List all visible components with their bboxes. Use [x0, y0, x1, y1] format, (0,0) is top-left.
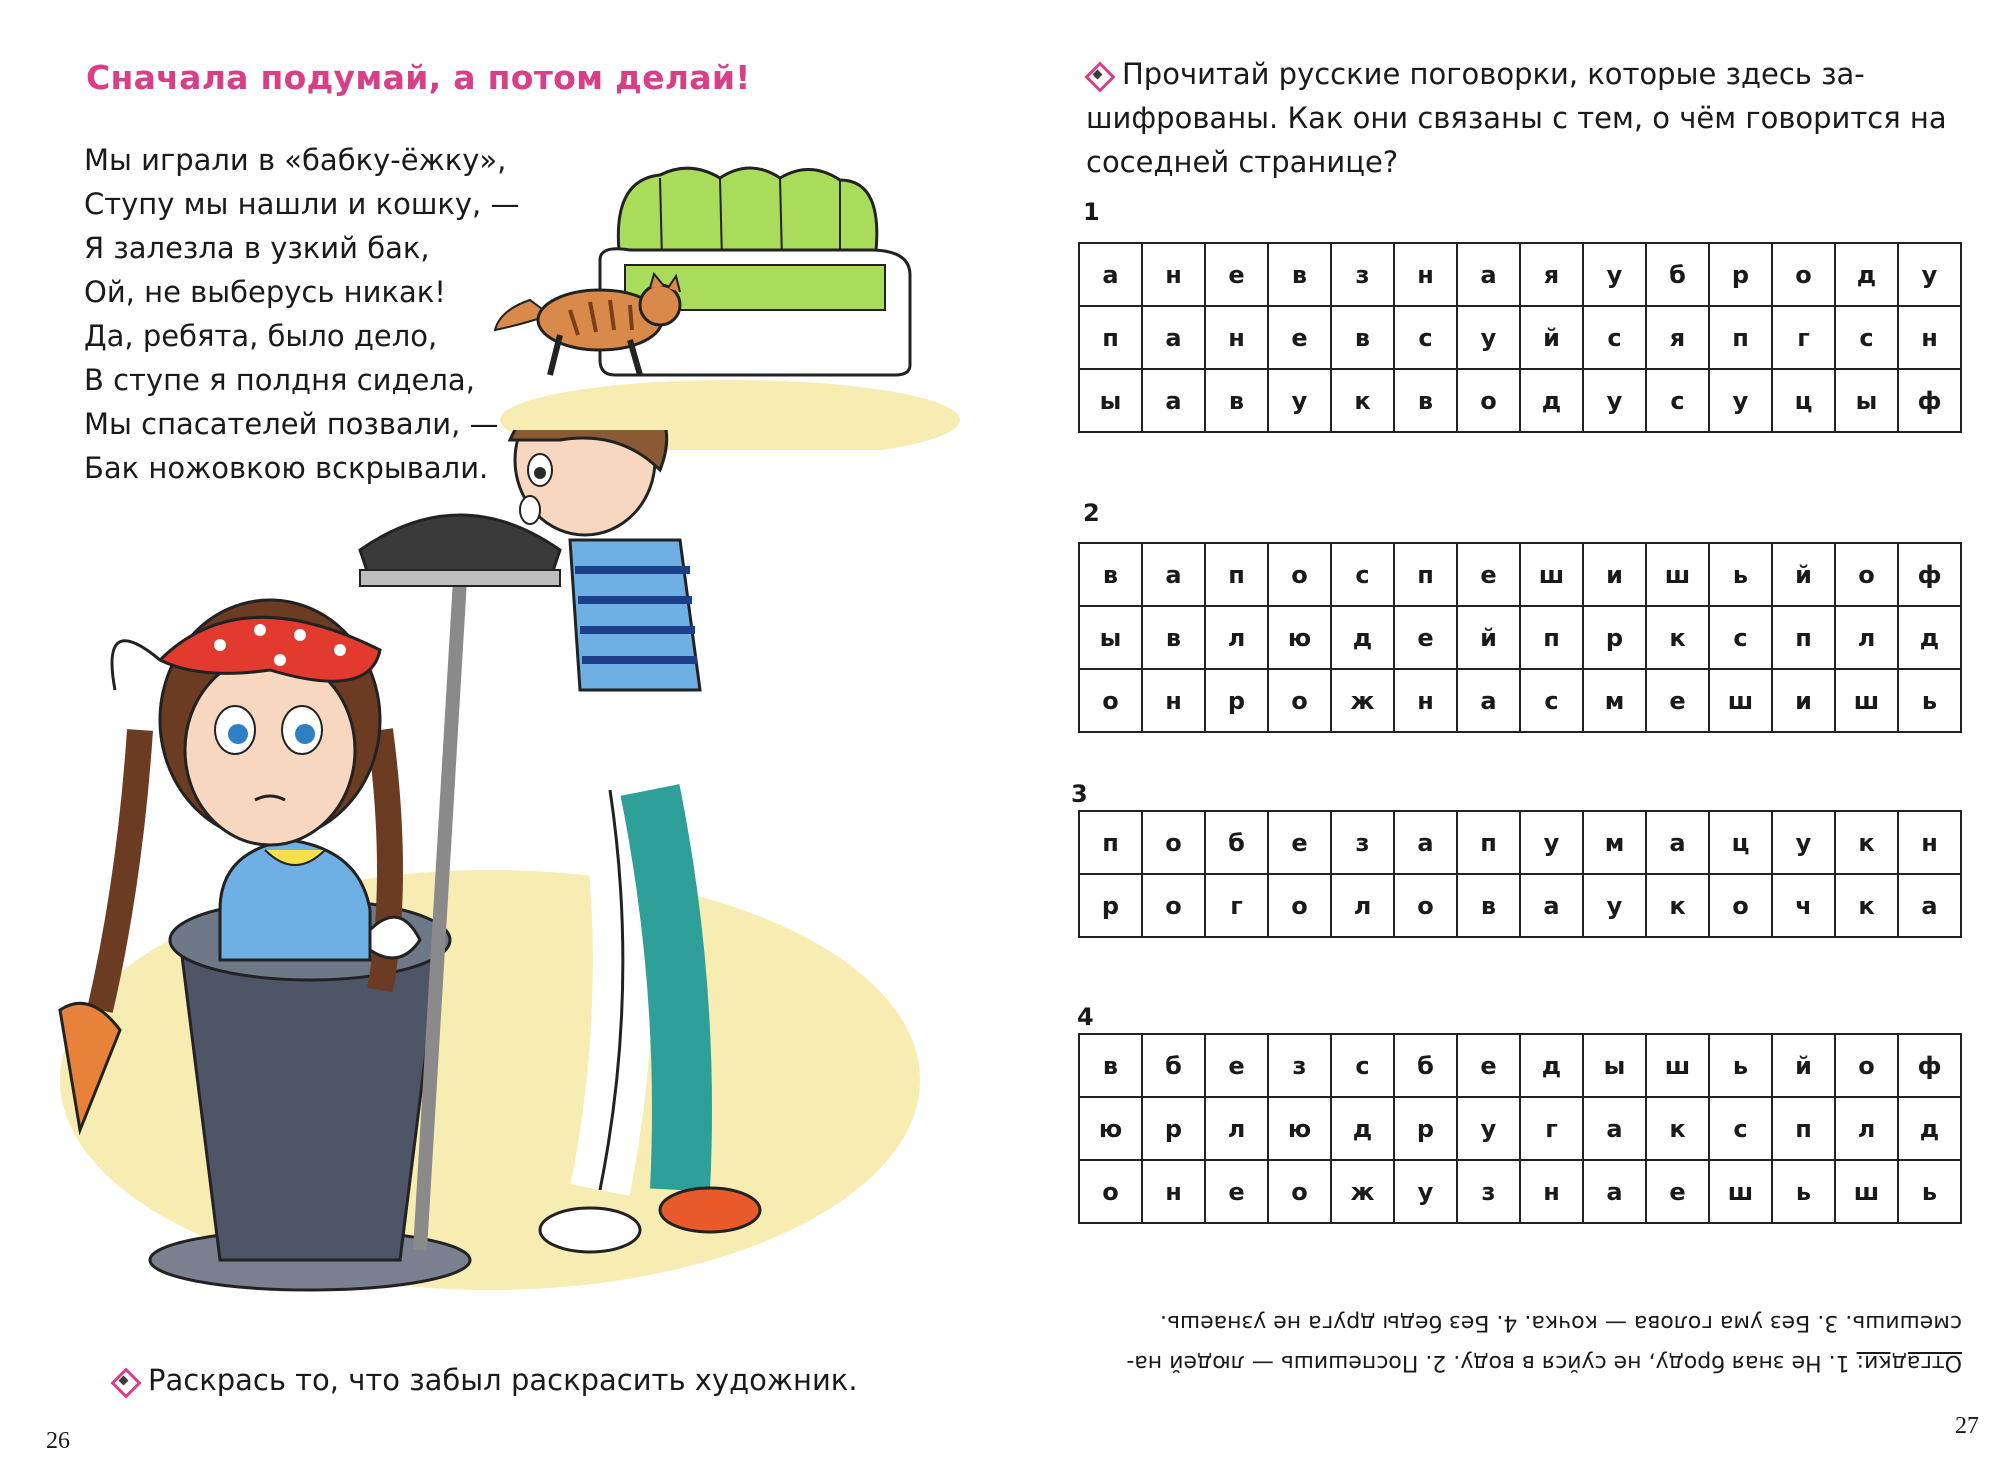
grid-cell: в: [1142, 606, 1205, 669]
grid-cell: и: [1583, 543, 1646, 606]
grid-cell: й: [1772, 543, 1835, 606]
grid-cell: д: [1898, 1097, 1961, 1160]
grid-cell: в: [1079, 1034, 1142, 1097]
grid-cell: е: [1457, 1034, 1520, 1097]
grid-row: [1079, 543, 1961, 606]
grid-cell: м: [1583, 811, 1646, 874]
grid-cell: о: [1268, 874, 1331, 937]
grid-cell: ж: [1331, 1160, 1394, 1223]
grid-cell: в: [1331, 306, 1394, 369]
grid-cell: й: [1457, 606, 1520, 669]
grid-cell: а: [1142, 306, 1205, 369]
grid-cell: е: [1205, 1160, 1268, 1223]
grid-cell: с: [1520, 669, 1583, 732]
grid-cell: о: [1268, 543, 1331, 606]
grid-cell: о: [1268, 1160, 1331, 1223]
proverbs-task-line: Прочитай русские поговорки, которые здесь за-: [1122, 57, 1865, 91]
grid-cell: к: [1331, 369, 1394, 432]
grid-cell: н: [1205, 306, 1268, 369]
grid-cell: а: [1646, 811, 1709, 874]
grid-cell: ю: [1268, 1097, 1331, 1160]
grid-cell: у: [1457, 1097, 1520, 1160]
grid-cell: е: [1268, 306, 1331, 369]
grid-cell: о: [1394, 874, 1457, 937]
grid-cell: ю: [1268, 606, 1331, 669]
grid-cell: в: [1268, 243, 1331, 306]
grid-cell: а: [1520, 874, 1583, 937]
grid-cell: р: [1142, 1097, 1205, 1160]
grid-row: [1079, 1160, 1961, 1223]
grid-cell: н: [1898, 306, 1961, 369]
grid-row: [1079, 874, 1961, 937]
grid-cell: л: [1331, 874, 1394, 937]
grid-cell: к: [1835, 811, 1898, 874]
grid-cell: п: [1709, 306, 1772, 369]
grid-cell: б: [1646, 243, 1709, 306]
poem-line: Ступу мы нашли и кошку, —: [84, 187, 520, 221]
grid-cell: н: [1142, 669, 1205, 732]
grid-cell: ф: [1898, 543, 1961, 606]
grid-cell: р: [1205, 669, 1268, 732]
coloring-task: [112, 1358, 858, 1402]
grid-cell: р: [1079, 874, 1142, 937]
grid-cell: д: [1520, 369, 1583, 432]
coloring-task-text: Раскрась то, что забыл раскрасить художник.: [148, 1363, 858, 1397]
grid-cell: с: [1331, 1034, 1394, 1097]
grid-cell: н: [1898, 811, 1961, 874]
grid-cell: ь: [1709, 543, 1772, 606]
page-title: Сначала подумай, а потом делай!: [86, 58, 751, 97]
grid-cell: и: [1772, 669, 1835, 732]
grid-cell: ш: [1646, 1034, 1709, 1097]
grid-cell: г: [1520, 1097, 1583, 1160]
grid-cell: р: [1583, 606, 1646, 669]
grid-cell: е: [1394, 606, 1457, 669]
grid-cell: й: [1520, 306, 1583, 369]
grid-cell: ш: [1835, 1160, 1898, 1223]
grid-cell: о: [1835, 1034, 1898, 1097]
poem-line: Бак ножовкою вскрывали.: [84, 451, 489, 485]
grid-cell: з: [1457, 1160, 1520, 1223]
grid-cell: к: [1835, 874, 1898, 937]
letter-grid: [1078, 542, 1962, 733]
grid-cell: е: [1646, 1160, 1709, 1223]
grid-cell: ь: [1772, 1160, 1835, 1223]
grid-cell: з: [1331, 243, 1394, 306]
poem-line: Ой, не выберусь никак!: [84, 275, 446, 309]
poem-line: Мы спасателей позвали, —: [84, 407, 499, 441]
grid-cell: с: [1835, 306, 1898, 369]
grid-cell: а: [1583, 1097, 1646, 1160]
grid-cell: ж: [1331, 669, 1394, 732]
grid-cell: з: [1331, 811, 1394, 874]
grid-cell: ы: [1835, 369, 1898, 432]
grid-cell: ш: [1520, 543, 1583, 606]
grid-cell: д: [1898, 606, 1961, 669]
grid-cell: н: [1142, 1160, 1205, 1223]
page-number-right: 27: [1955, 1413, 1979, 1439]
grid-cell: с: [1646, 369, 1709, 432]
grid-cell: о: [1835, 543, 1898, 606]
grid-cell: а: [1394, 811, 1457, 874]
grid-cell: с: [1583, 306, 1646, 369]
grid-cell: з: [1268, 1034, 1331, 1097]
grid-cell: п: [1205, 543, 1268, 606]
grid-cell: я: [1646, 306, 1709, 369]
grid-cell: л: [1205, 606, 1268, 669]
grid-row: [1079, 669, 1961, 732]
grid-cell: л: [1205, 1097, 1268, 1160]
grid-cell: е: [1646, 669, 1709, 732]
grid-cell: р: [1394, 1097, 1457, 1160]
letter-grid: [1078, 810, 1962, 938]
grid-cell: к: [1646, 1097, 1709, 1160]
grid-cell: о: [1268, 669, 1331, 732]
proverbs-task: [1086, 52, 1946, 184]
grid-cell: у: [1583, 369, 1646, 432]
grid-cell: а: [1457, 669, 1520, 732]
grid-cell: е: [1205, 1034, 1268, 1097]
grid-cell: м: [1583, 669, 1646, 732]
grid-cell: ы: [1079, 369, 1142, 432]
grid-cell: у: [1394, 1160, 1457, 1223]
letter-grid: [1078, 242, 1962, 433]
grid-cell: ш: [1835, 669, 1898, 732]
grid-cell: ш: [1709, 669, 1772, 732]
grid-cell: к: [1646, 874, 1709, 937]
grid-cell: я: [1520, 243, 1583, 306]
puzzle-label: 4: [1077, 1003, 1094, 1031]
grid-cell: к: [1646, 606, 1709, 669]
grid-cell: ф: [1898, 369, 1961, 432]
grid-cell: п: [1772, 1097, 1835, 1160]
grid-cell: н: [1394, 669, 1457, 732]
grid-cell: с: [1709, 1097, 1772, 1160]
grid-cell: ш: [1646, 543, 1709, 606]
grid-cell: у: [1457, 306, 1520, 369]
grid-row: [1079, 1034, 1961, 1097]
grid-cell: п: [1394, 543, 1457, 606]
grid-cell: ц: [1772, 369, 1835, 432]
grid-cell: ф: [1898, 1034, 1961, 1097]
answers-text: 1. Не зная броду, не суйся в воду. 2. Поспешишь — людей на-: [1126, 1350, 1857, 1375]
grid-cell: о: [1709, 874, 1772, 937]
diamond-bullet-icon: [1086, 63, 1110, 87]
grid-cell: н: [1142, 243, 1205, 306]
grid-cell: ы: [1079, 606, 1142, 669]
puzzle-label: 3: [1071, 780, 1088, 808]
answers-upside-down: [1092, 1302, 1962, 1382]
grid-cell: в: [1079, 543, 1142, 606]
grid-cell: п: [1079, 811, 1142, 874]
puzzle-label: 2: [1083, 499, 1100, 527]
grid-cell: у: [1898, 243, 1961, 306]
grid-cell: б: [1394, 1034, 1457, 1097]
grid-cell: о: [1457, 369, 1520, 432]
grid-cell: о: [1079, 669, 1142, 732]
proverbs-task-line: шифрованы. Как они связаны с тем, о чём говорится на: [1086, 101, 1947, 135]
grid-cell: о: [1772, 243, 1835, 306]
grid-cell: у: [1709, 369, 1772, 432]
grid-cell: в: [1394, 369, 1457, 432]
grid-cell: е: [1205, 243, 1268, 306]
grid-cell: й: [1772, 1034, 1835, 1097]
grid-cell: а: [1142, 369, 1205, 432]
poem-line: Я залезла в узкий бак,: [84, 231, 430, 265]
grid-cell: д: [1835, 243, 1898, 306]
answers-line: [1092, 1342, 1962, 1382]
grid-row: [1079, 306, 1961, 369]
grid-cell: б: [1205, 811, 1268, 874]
grid-cell: ч: [1772, 874, 1835, 937]
grid-cell: у: [1583, 243, 1646, 306]
grid-cell: у: [1268, 369, 1331, 432]
grid-cell: п: [1079, 306, 1142, 369]
grid-cell: ь: [1898, 669, 1961, 732]
grid-cell: д: [1520, 1034, 1583, 1097]
grid-cell: о: [1142, 874, 1205, 937]
proverbs-task-line: соседней странице?: [1086, 145, 1399, 179]
diamond-bullet-icon: [112, 1369, 136, 1393]
grid-row: [1079, 811, 1961, 874]
grid-row: [1079, 243, 1961, 306]
grid-cell: е: [1457, 543, 1520, 606]
grid-cell: с: [1331, 543, 1394, 606]
grid-cell: ю: [1079, 1097, 1142, 1160]
grid-cell: с: [1394, 306, 1457, 369]
grid-cell: о: [1079, 1160, 1142, 1223]
girl-boy-illustration: [40, 430, 940, 1330]
page-number-left: 26: [46, 1428, 70, 1454]
poem-line: Мы играли в «бабку-ёжку»,: [84, 143, 507, 177]
grid-cell: ь: [1709, 1034, 1772, 1097]
grid-cell: л: [1835, 606, 1898, 669]
grid-cell: п: [1457, 811, 1520, 874]
grid-row: [1079, 369, 1961, 432]
grid-cell: о: [1142, 811, 1205, 874]
grid-cell: г: [1772, 306, 1835, 369]
grid-row: [1079, 606, 1961, 669]
grid-cell: г: [1205, 874, 1268, 937]
grid-cell: а: [1079, 243, 1142, 306]
grid-cell: у: [1772, 811, 1835, 874]
grid-cell: у: [1520, 811, 1583, 874]
grid-cell: п: [1772, 606, 1835, 669]
grid-cell: с: [1709, 606, 1772, 669]
grid-cell: ь: [1898, 1160, 1961, 1223]
grid-cell: а: [1583, 1160, 1646, 1223]
answers-heading: Отгадки:: [1856, 1350, 1962, 1375]
puzzle-label: 1: [1083, 198, 1100, 226]
grid-row: [1079, 1097, 1961, 1160]
right-page: [1000, 0, 2000, 1466]
grid-cell: ы: [1583, 1034, 1646, 1097]
grid-cell: п: [1520, 606, 1583, 669]
grid-cell: е: [1268, 811, 1331, 874]
grid-cell: д: [1331, 606, 1394, 669]
grid-cell: ц: [1709, 811, 1772, 874]
grid-cell: в: [1457, 874, 1520, 937]
sofa-cat-illustration: [490, 150, 960, 450]
poem-line: Да, ребята, было дело,: [84, 319, 438, 353]
grid-cell: л: [1835, 1097, 1898, 1160]
grid-cell: н: [1394, 243, 1457, 306]
grid-cell: ш: [1709, 1160, 1772, 1223]
grid-cell: а: [1142, 543, 1205, 606]
grid-cell: н: [1520, 1160, 1583, 1223]
grid-cell: в: [1205, 369, 1268, 432]
poem-line: В ступе я полдня сидела,: [84, 363, 475, 397]
answers-line: смешишь. 3. Без ума голова — кочка. 4. Без беды друга не узнаешь.: [1160, 1310, 1962, 1335]
grid-cell: у: [1583, 874, 1646, 937]
grid-cell: д: [1331, 1097, 1394, 1160]
grid-cell: б: [1142, 1034, 1205, 1097]
grid-cell: а: [1457, 243, 1520, 306]
letter-grid: [1078, 1033, 1962, 1224]
grid-cell: р: [1709, 243, 1772, 306]
grid-cell: а: [1898, 874, 1961, 937]
